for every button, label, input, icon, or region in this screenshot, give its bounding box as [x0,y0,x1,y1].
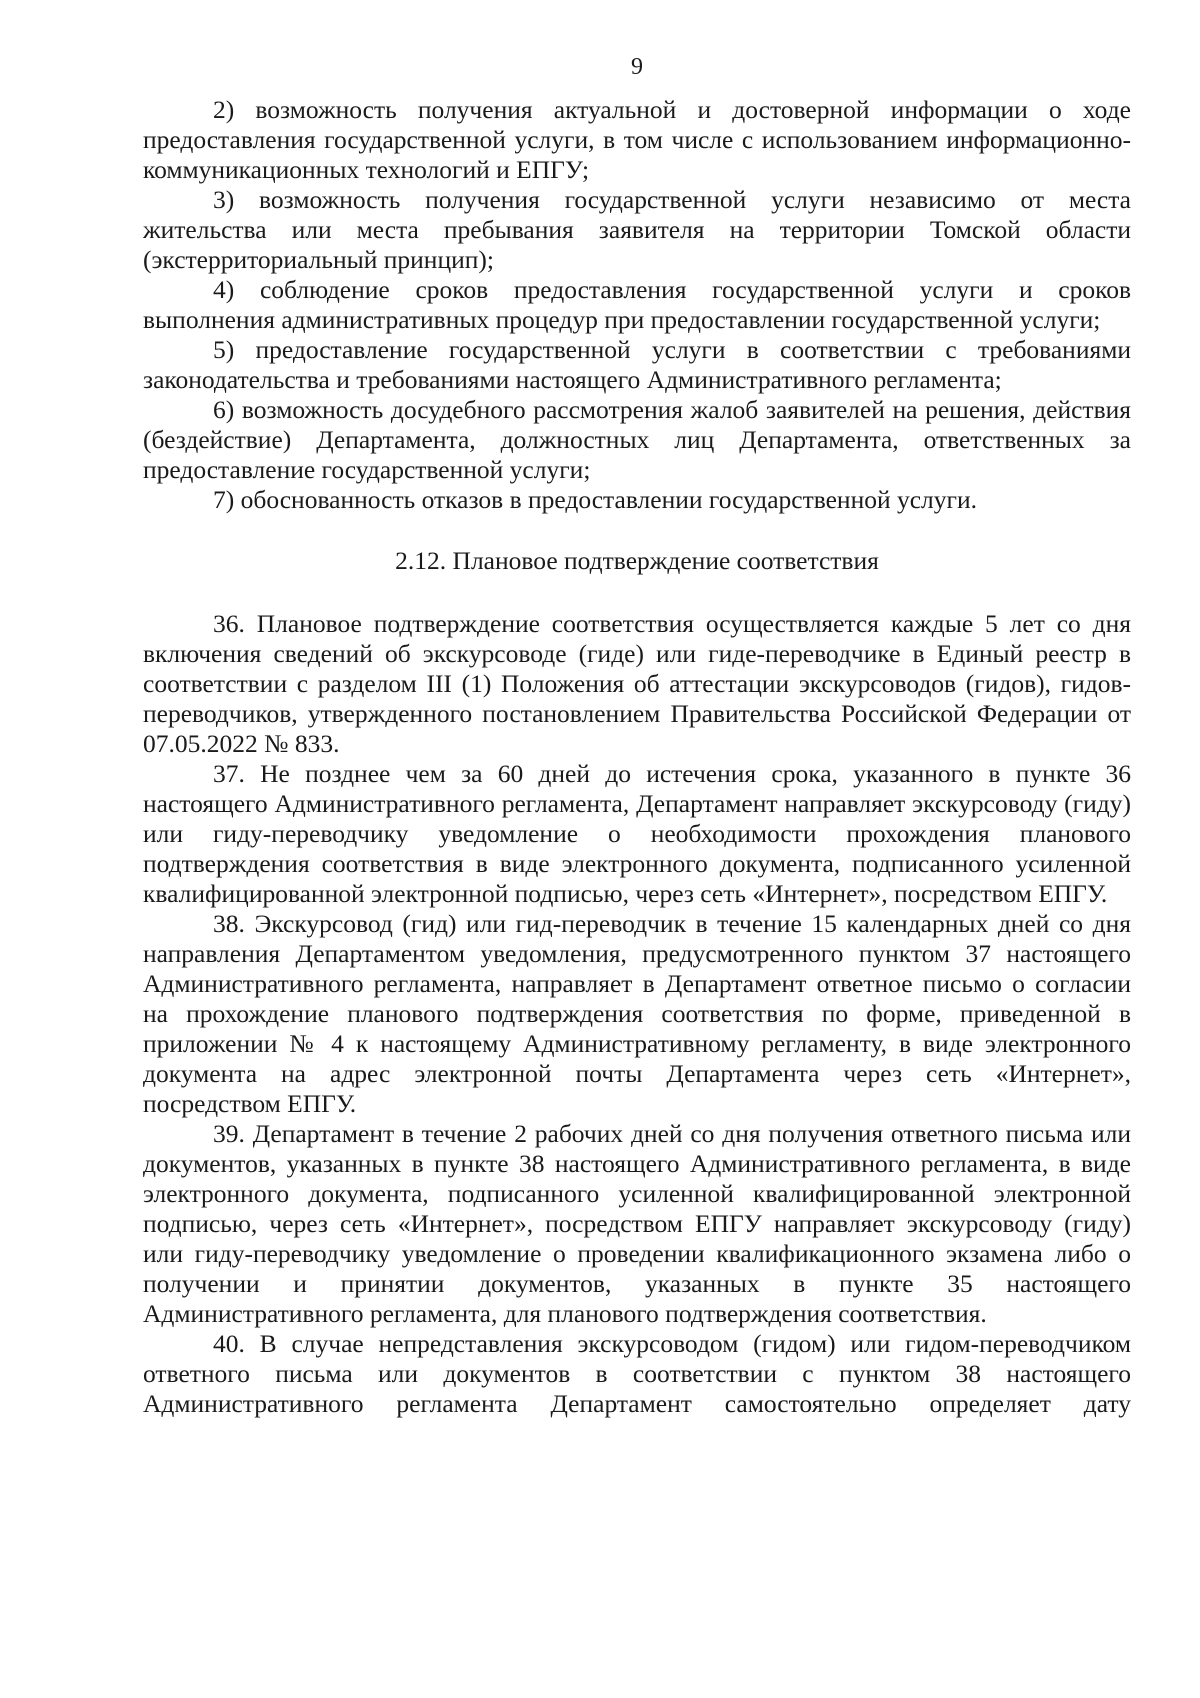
paragraph-38: 38. Экскурсовод (гид) или гид-переводчик в течение 15 календарных дней со дня направления Департаментом уведомления, предусмотренного пунктом 37 настоящего Административного регламента, направляет в Департамент ответное письмо о согласии на прохождение планового подтверждения соответствия по форме, приведенной в приложении № 4 к настоящему Административному регламенту, в виде электронного документа на адрес электронной почты Департамента через сеть «Интернет», посредством ЕПГУ. [143,909,1131,1118]
list-item-3: 3) возможность получения государственной услуги независимо от места жительства или места пребывания заявителя на территории Томской области (экстерриториальный принцип); [143,185,1131,274]
paragraph-36: 36. Плановое подтверждение соответствия осуществляется каждые 5 лет со дня включения сведений об экскурсоводе (гиде) или гиде-переводчике в Единый реестр в соответствии с разделом III (1) Положения об аттестации экскурсоводов (гидов), гидов-переводчиков, утвержденного постановлением Правительства Российской Федерации от 07.05.2022 № 833. [143,609,1131,758]
section-heading: 2.12. Плановое подтверждение соответствия [395,546,879,575]
list-item-4: 4) соблюдение сроков предоставления государственной услуги и сроков выполнения административных процедур при предоставлении государственной услуги; [143,275,1131,334]
list-item-7: 7) обоснованность отказов в предоставлении государственной услуги. [213,485,978,514]
list-item-5: 5) предоставление государственной услуги в соответствии с требованиями законодательства и требованиями настоящего Административного регламента; [143,335,1131,394]
paragraph-37: 37. Не позднее чем за 60 дней до истечения срока, указанного в пункте 36 настоящего Административного регламента, Департамент направляет экскурсоводу (гиду) или гиду-переводчику уведомление о необходимости прохождения планового подтверждения соответствия в виде электронного документа, подписанного усиленной квалифицированной электронной подписью, через сеть «Интернет», посредством ЕПГУ. [143,759,1131,908]
paragraph-39: 39. Департамент в течение 2 рабочих дней со дня получения ответного письма или документов, указанных в пункте 38 настоящего Административного регламента, в виде электронного документа, подписанного усиленной квалифицированной электронной подписью, через сеть «Интернет», посредством ЕПГУ направляет экскурсоводу (гиду) или гиду-переводчику уведомление о проведении квалификационного экзамена либо о получении и принятии документов, указанных в пункте 35 настоящего Административного регламента, для планового подтверждения соответствия. [143,1119,1131,1328]
paragraph-40: 40. В случае непредставления экскурсоводом (гидом) или гидом-переводчиком ответного письма или документов в соответствии с пунктом 38 настоящего Административного регламента Департамент самостоятельно определяет дату [143,1329,1131,1418]
page-number: 9 [631,54,643,80]
list-item-2: 2) возможность получения актуальной и достоверной информации о ходе предоставления государственной услуги, в том числе с использованием информационно-коммуникационных технологий и ЕПГУ; [143,95,1131,184]
list-item-6: 6) возможность досудебного рассмотрения жалоб заявителей на решения, действия (бездействие) Департамента, должностных лиц Департамента, ответственных за предоставление государственной услуги; [143,395,1131,484]
document-page [143,52,1131,1419]
